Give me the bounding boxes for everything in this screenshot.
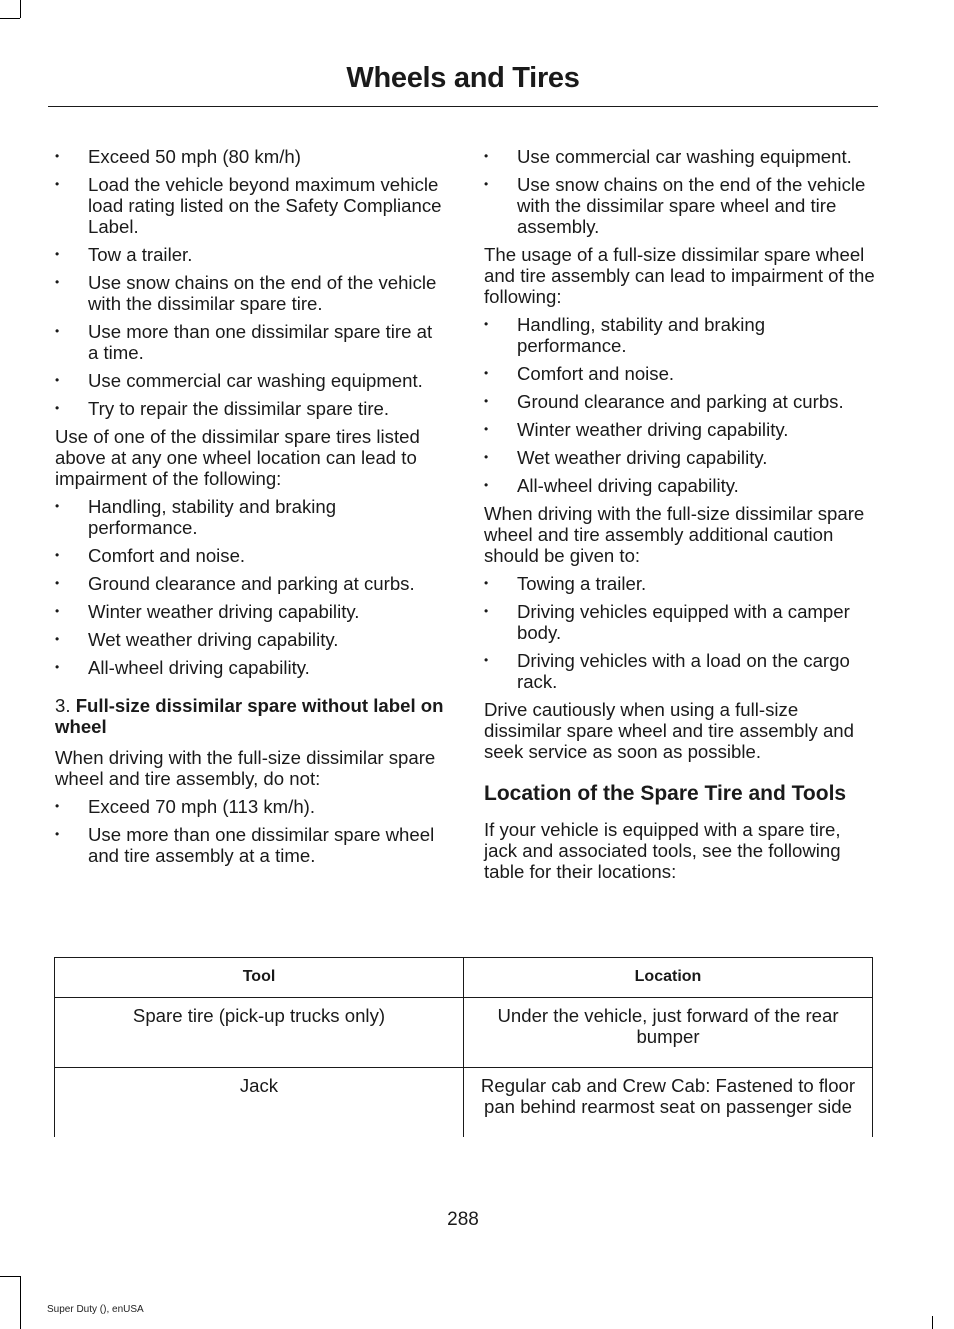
crop-mark bbox=[0, 18, 20, 19]
list-item: • Comfort and noise. bbox=[484, 363, 876, 384]
caution-list bbox=[484, 573, 876, 692]
tool-location-table bbox=[54, 957, 873, 1137]
left-column bbox=[55, 146, 447, 873]
list-item: • Use more than one dissimilar spare tire at a time. bbox=[55, 321, 447, 363]
list-item: • Exceed 70 mph (113 km/h). bbox=[55, 796, 447, 817]
subheading-number: 3. bbox=[55, 695, 71, 716]
prohibited-actions-list bbox=[55, 146, 447, 419]
table-header-row bbox=[55, 958, 873, 998]
table-row bbox=[55, 998, 873, 1068]
publication-footer: Super Duty (), enUSA bbox=[47, 1304, 144, 1315]
column-header-location: Location bbox=[464, 958, 873, 998]
paragraph: When driving with the full-size dissimilar spare wheel and tire assembly, do not: bbox=[55, 747, 436, 789]
list-item: • Tow a trailer. bbox=[55, 244, 447, 265]
full-size-prohibited-list bbox=[55, 796, 447, 866]
impairment-list bbox=[484, 314, 876, 496]
right-column bbox=[484, 146, 876, 889]
list-item: • Load the vehicle beyond maximum vehicle load rating listed on the Safety Compliance Label. bbox=[55, 174, 447, 237]
list-item: • Handling, stability and braking performance. bbox=[55, 496, 447, 538]
table-cell: Under the vehicle, just forward of the rear bumper bbox=[464, 998, 873, 1068]
list-item: • Use commercial car washing equipment. bbox=[484, 146, 876, 167]
list-item: • Driving vehicles with a load on the cargo rack. bbox=[484, 650, 876, 692]
list-item: • Comfort and noise. bbox=[55, 545, 447, 566]
paragraph: Use of one of the dissimilar spare tires listed above at any one wheel location can lead to impairment of the following: bbox=[55, 426, 420, 489]
section-heading: Location of the Spare Tire and Tools bbox=[484, 782, 847, 805]
list-item: • Towing a trailer. bbox=[484, 573, 876, 594]
crop-mark bbox=[0, 1276, 20, 1277]
list-item: • All-wheel driving capability. bbox=[484, 475, 876, 496]
column-header-tool: Tool bbox=[55, 958, 464, 998]
list-item: • Wet weather driving capability. bbox=[484, 447, 876, 468]
table-row bbox=[55, 1068, 873, 1138]
paragraph: Drive cautiously when using a full-size dissimilar spare wheel and tire assembly and seek service as soon as possible. bbox=[484, 699, 854, 762]
list-item: • Winter weather driving capability. bbox=[484, 419, 876, 440]
crop-mark bbox=[20, 1276, 21, 1329]
list-item: • Use snow chains on the end of the vehicle with the dissimilar spare tire. bbox=[55, 272, 447, 314]
page-title: Wheels and Tires bbox=[346, 62, 580, 94]
paragraph: The usage of a full-size dissimilar spare wheel and tire assembly can lead to impairment of the following: bbox=[484, 244, 875, 307]
list-item: • Use more than one dissimilar spare wheel and tire assembly at a time. bbox=[55, 824, 447, 866]
list-item: • All-wheel driving capability. bbox=[55, 657, 447, 678]
subheading bbox=[55, 695, 447, 737]
list-item: • Winter weather driving capability. bbox=[55, 601, 447, 622]
table-cell: Spare tire (pick-up trucks only) bbox=[55, 998, 464, 1068]
list-item: • Exceed 50 mph (80 km/h) bbox=[55, 146, 447, 167]
subheading-text: Full-size dissimilar spare without label on wheel bbox=[55, 695, 444, 737]
list-item: • Driving vehicles equipped with a camper body. bbox=[484, 601, 876, 643]
list-item: • Try to repair the dissimilar spare tire. bbox=[55, 398, 447, 419]
prohibited-actions-list-continued bbox=[484, 146, 876, 237]
crop-mark bbox=[20, 0, 21, 18]
list-item: • Use snow chains on the end of the vehicle with the dissimilar spare wheel and tire assembly. bbox=[484, 174, 876, 237]
paragraph: If your vehicle is equipped with a spare tire, jack and associated tools, see the following table for their locations: bbox=[484, 819, 841, 882]
paragraph: When driving with the full-size dissimilar spare wheel and tire assembly additional caution should be given to: bbox=[484, 503, 865, 566]
table-cell: Jack bbox=[55, 1068, 464, 1138]
list-item: • Handling, stability and braking performance. bbox=[484, 314, 876, 356]
list-item: • Wet weather driving capability. bbox=[55, 629, 447, 650]
list-item: • Use commercial car washing equipment. bbox=[55, 370, 447, 391]
page-number: 288 bbox=[447, 1209, 479, 1230]
table-cell: Regular cab and Crew Cab: Fastened to floor pan behind rearmost seat on passenger side bbox=[464, 1068, 873, 1138]
list-item: • Ground clearance and parking at curbs. bbox=[484, 391, 876, 412]
list-item: • Ground clearance and parking at curbs. bbox=[55, 573, 447, 594]
title-divider bbox=[48, 106, 878, 107]
impairment-list bbox=[55, 496, 447, 678]
crop-mark bbox=[932, 1316, 933, 1329]
